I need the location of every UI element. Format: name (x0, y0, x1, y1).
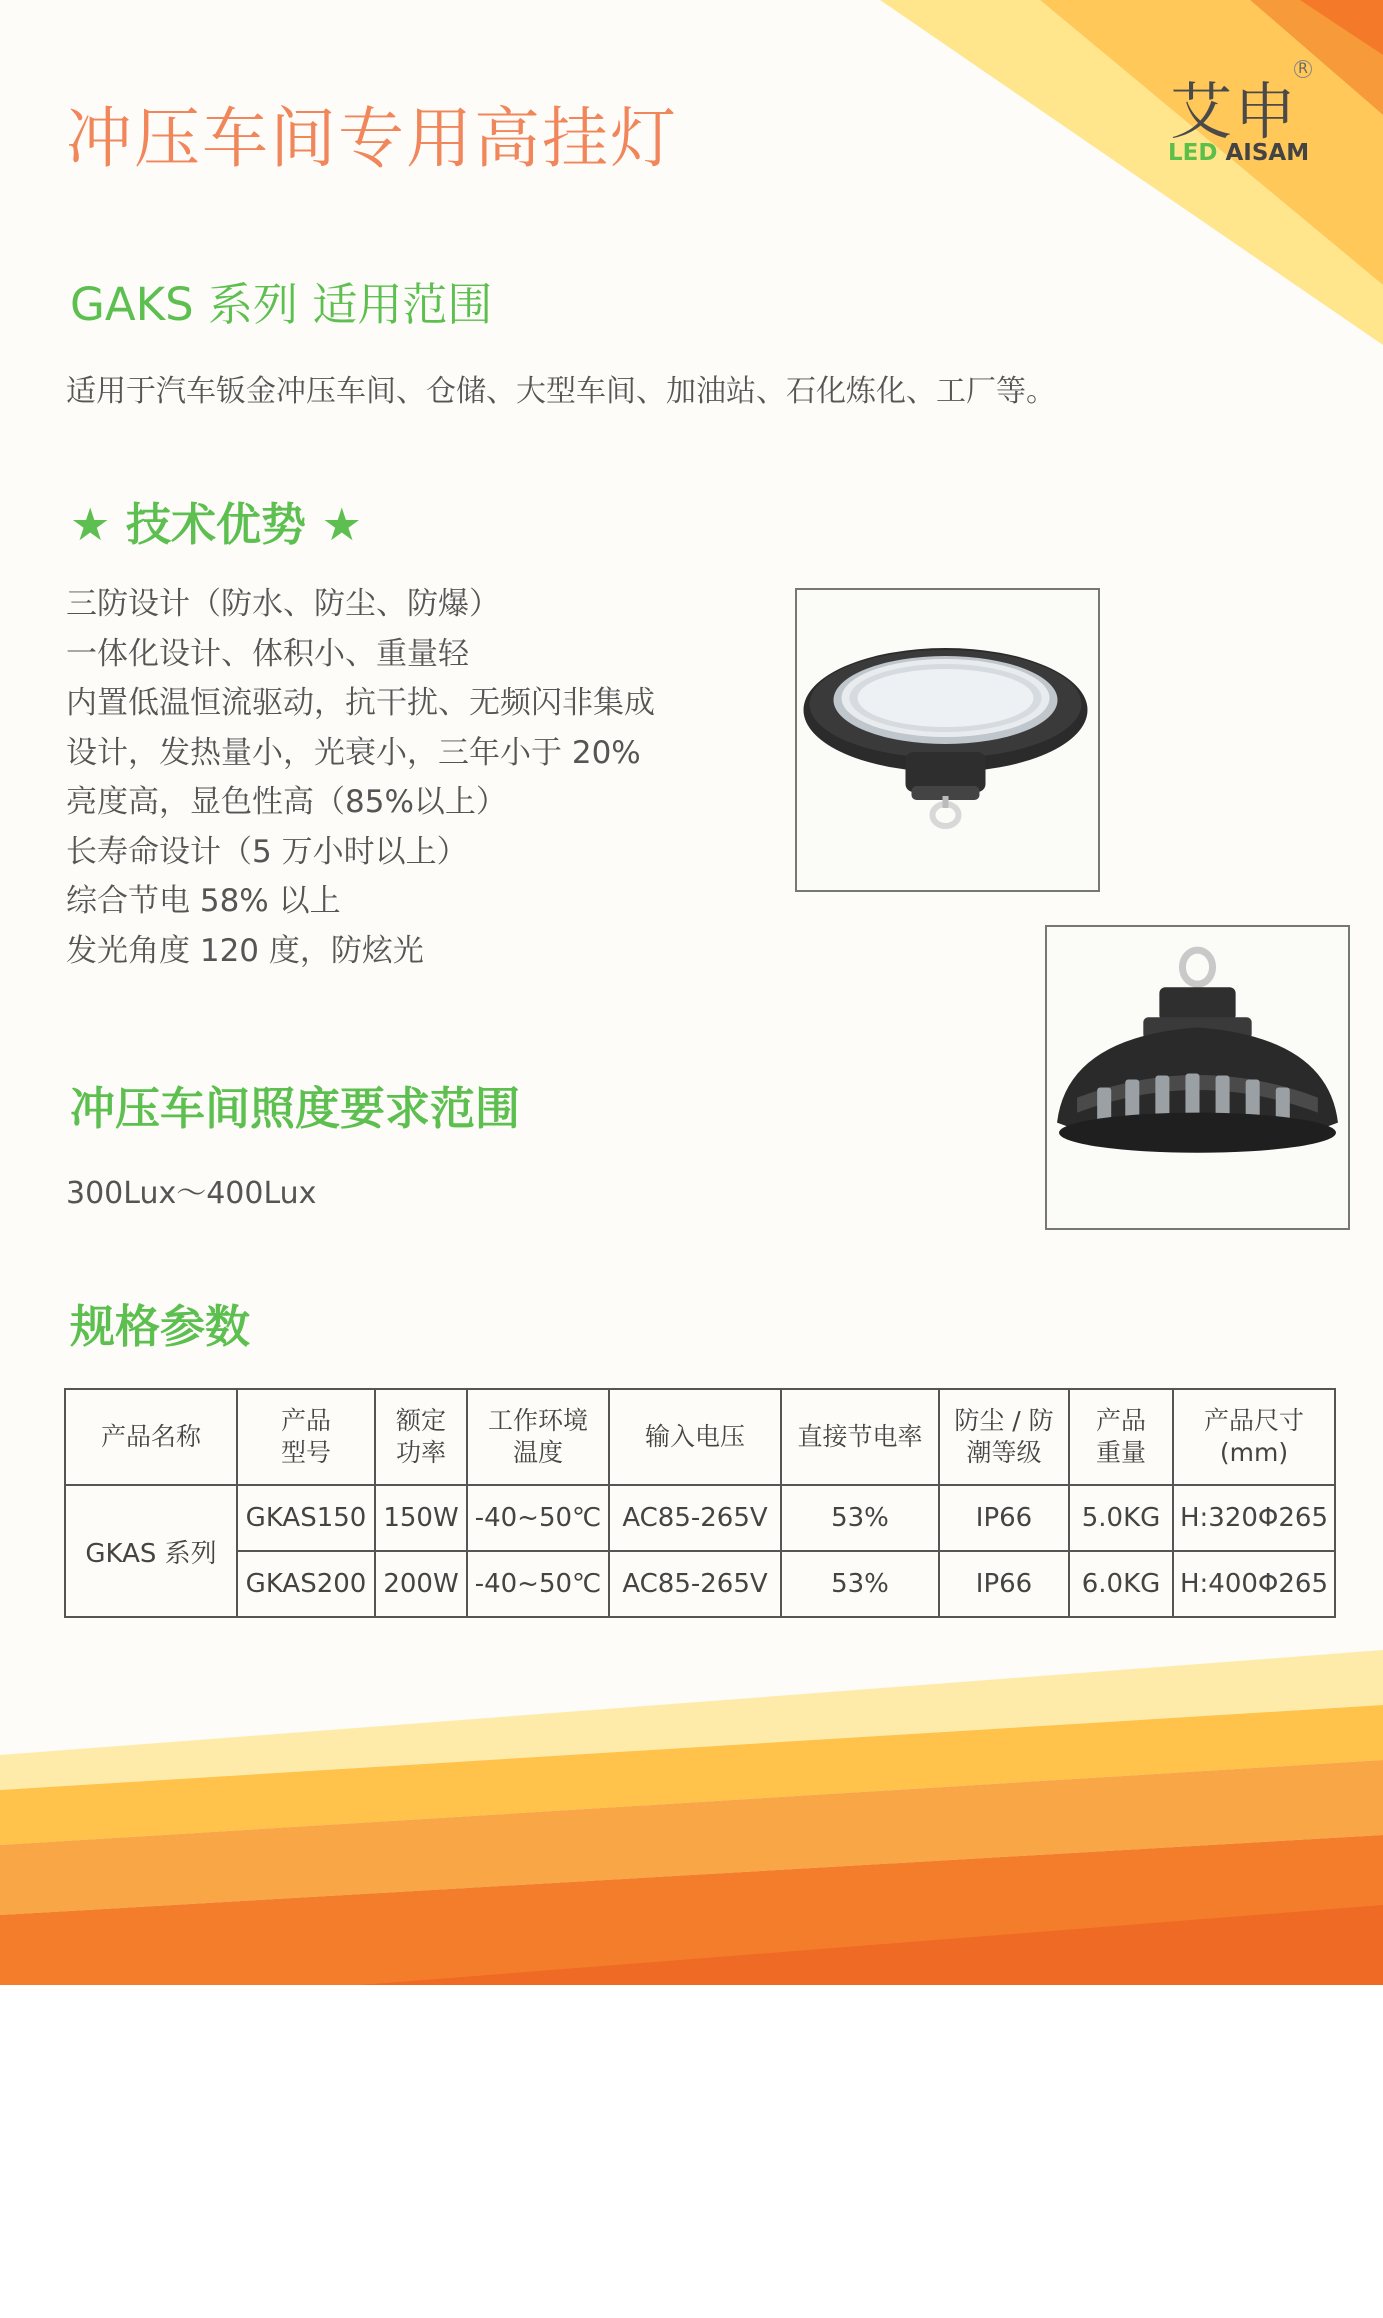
brand-logo-name: AISAM (1225, 140, 1310, 166)
advantage-item: 发光角度 120 度，防炫光 (66, 932, 424, 969)
product-photo-bottom-view (795, 588, 1100, 892)
table-row (65, 1551, 1335, 1617)
advantage-item: 亮度高，显色性高（85%以上） (66, 784, 507, 820)
illuminance-value: 300Lux～400Lux (66, 1176, 317, 1211)
high-bay-lamp-side-image (1047, 927, 1348, 1228)
scope-text: 适用于汽车钣金冲压车间、仓储、大型车间、加油站、石化炼化、工厂等。 (66, 374, 1056, 409)
column-header: 额定 功率 (375, 1389, 467, 1485)
illuminance-heading: 冲压车间照度要求范围 (70, 1082, 521, 1135)
table-cell: 200W (375, 1551, 467, 1617)
column-header: 工作环境 温度 (467, 1389, 609, 1485)
table-cell: 6.0KG (1069, 1551, 1173, 1617)
table-cell: -40~50℃ (467, 1551, 609, 1617)
table-cell: H:400Φ265 (1173, 1551, 1335, 1617)
specs-heading: 规格参数 (70, 1300, 251, 1353)
table-cell: AC85-265V (609, 1485, 781, 1551)
column-header: 防尘 / 防 潮等级 (939, 1389, 1069, 1485)
high-bay-lamp-bottom-image (797, 590, 1098, 890)
scope-heading: GAKS 系列 适用范围 (70, 278, 493, 331)
column-header: 产品 重量 (1069, 1389, 1173, 1485)
advantage-item: 内置低温恒流驱动，抗干扰、无频闪非集成 (66, 685, 655, 721)
table-cell: 150W (375, 1485, 467, 1551)
registered-mark: R (1294, 60, 1312, 78)
advantage-item: 三防设计（防水、防尘、防爆） (66, 586, 500, 622)
table-cell: IP66 (939, 1485, 1069, 1551)
column-header: 产品尺寸 (mm) (1173, 1389, 1335, 1485)
product-photo-side-view (1045, 925, 1350, 1230)
advantage-item: 长寿命设计（5 万小时以上） (66, 833, 468, 870)
series-name-cell: GKAS 系列 (65, 1485, 237, 1617)
column-header: 产品 型号 (237, 1389, 375, 1485)
brand-logo-cn: 艾申 (1170, 75, 1299, 148)
advantage-item: 综合节电 58% 以上 (66, 883, 341, 919)
table-cell: 53% (781, 1485, 939, 1551)
advantages-heading: ★ 技术优势 ★ (70, 498, 363, 551)
advantage-item: 一体化设计、体积小、重量轻 (66, 635, 469, 672)
brand-logo (1160, 62, 1320, 172)
table-cell: H:320Φ265 (1173, 1485, 1335, 1551)
advantage-item: 设计，发热量小，光衰小，三年小于 20% (66, 734, 641, 771)
table-cell: GKAS200 (237, 1551, 375, 1617)
column-header: 输入电压 (609, 1389, 781, 1485)
table-header-row (65, 1389, 1335, 1485)
table-cell: AC85-265V (609, 1551, 781, 1617)
table-cell: 5.0KG (1069, 1485, 1173, 1551)
specs-table (64, 1388, 1336, 1618)
table-cell: 53% (781, 1551, 939, 1617)
brand-logo-led: LED (1168, 140, 1218, 166)
table-cell: GKAS150 (237, 1485, 375, 1551)
table-row (65, 1485, 1335, 1551)
table-cell: -40~50℃ (467, 1485, 609, 1551)
table-cell: IP66 (939, 1551, 1069, 1617)
column-header: 产品名称 (65, 1389, 237, 1485)
advantages-list (66, 580, 655, 976)
brand-logo-en (1168, 140, 1309, 166)
column-header: 直接节电率 (781, 1389, 939, 1485)
page-title: 冲压车间专用高挂灯 (66, 100, 678, 177)
